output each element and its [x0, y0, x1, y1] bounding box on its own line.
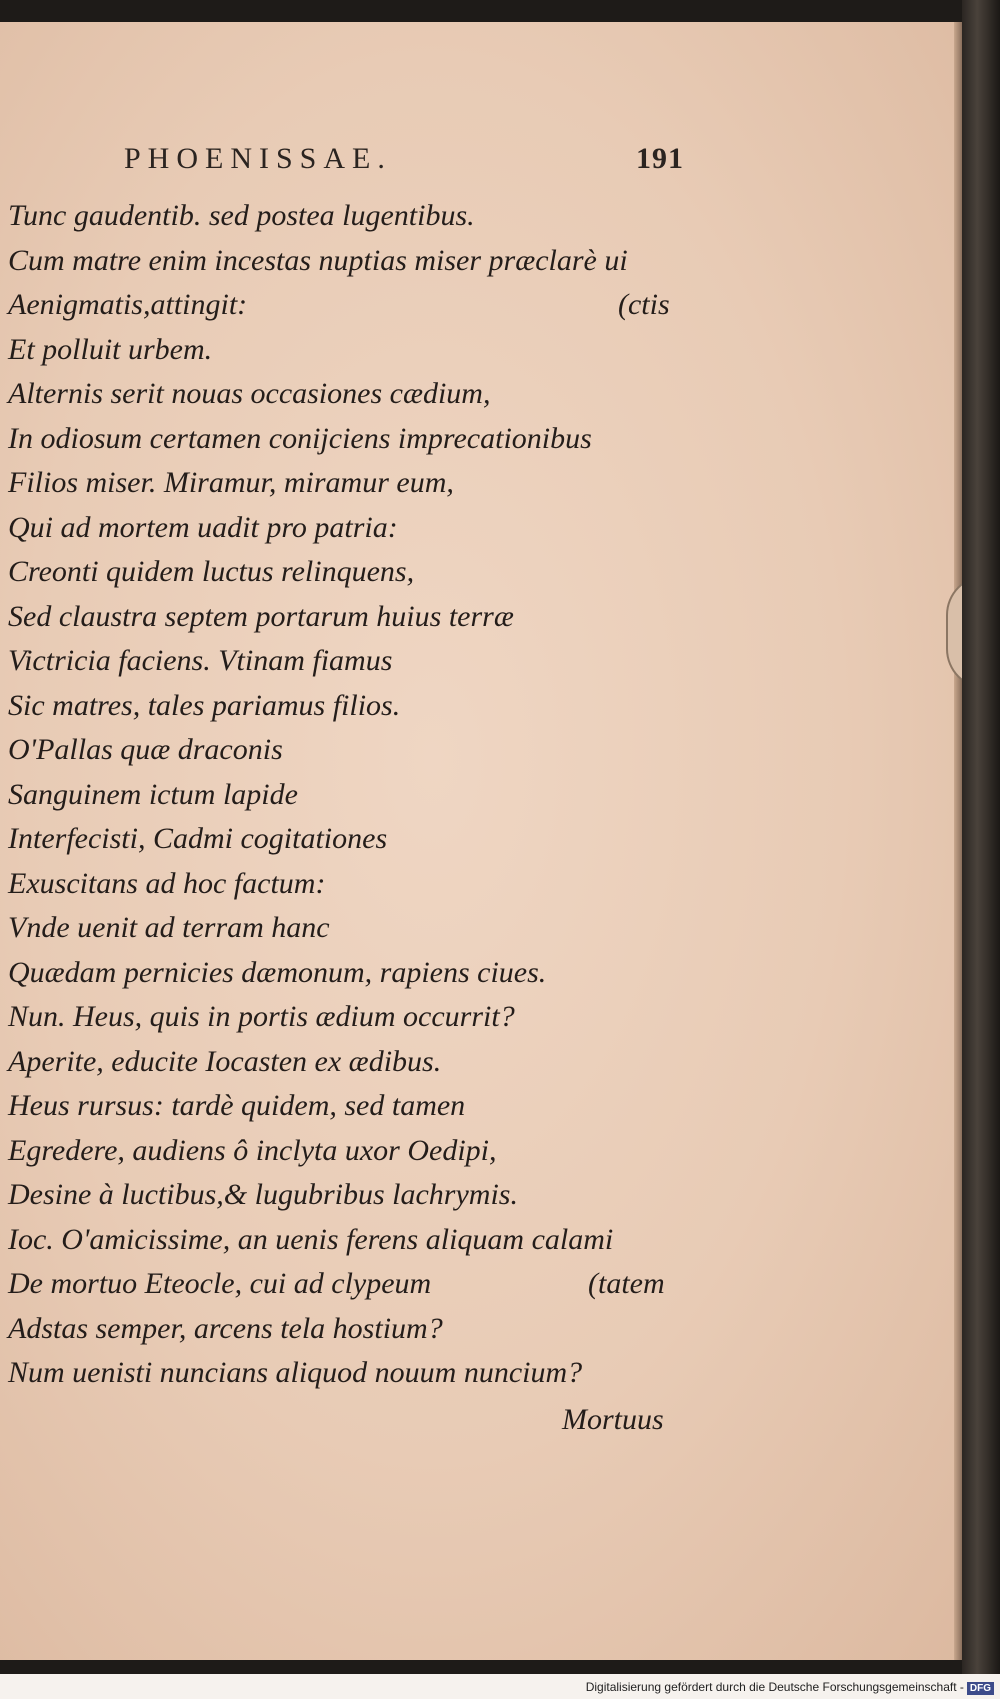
text-line: Interfecisti, Cadmi cogitationes	[8, 822, 388, 855]
text-line: O'Pallas quæ draconis	[8, 733, 283, 766]
text-line: Adstas semper, arcens tela hostium?	[8, 1311, 443, 1345]
text-line: Qui ad mortem uadit pro patria:	[8, 510, 398, 544]
text-line: Quædam pernicies dæmonum, rapiens ciues.	[8, 955, 547, 989]
text-line: Ioc. O'amicissime, an uenis ferens aliquam calami	[8, 1222, 614, 1256]
text-line: Creonti quidem luctus relinquens,	[8, 555, 415, 588]
turnover: (tatem	[588, 1267, 665, 1300]
text-line: Aperite, educite Iocasten ex ædibus.	[8, 1044, 442, 1078]
text-line: Desine à luctibus,& lugubribus lachrymis.	[8, 1178, 518, 1211]
book-page	[0, 22, 962, 1660]
text-line: Alternis serit nouas occasiones cædium,	[8, 377, 491, 410]
text-line: Tunc gaudentib. sed postea lugentibus.	[8, 199, 475, 232]
footer-text: Digitalisierung gefördert durch die Deutsche Forschungsgemeinschaft -	[585, 1680, 964, 1694]
text-line: Sic matres, tales pariamus filios.	[8, 688, 401, 722]
catchword: Mortuus	[562, 1403, 664, 1436]
text-line: Sed claustra septem portarum huius terræ	[8, 599, 514, 633]
text-line: Et polluit urbem.	[8, 332, 213, 366]
page-edge	[954, 22, 962, 1660]
text-line: Nun. Heus, quis in portis ædium occurrit?	[8, 1000, 515, 1033]
text-line: Num uenisti nuncians aliquod nouum nuncium?	[8, 1356, 583, 1389]
text-line: Heus rursus: tardè quidem, sed tamen	[8, 1089, 466, 1122]
turnover: (ctis	[618, 288, 670, 321]
book-cover-edge	[962, 0, 1000, 1699]
text-line: Exuscitans ad hoc factum:	[8, 866, 326, 900]
text-block	[8, 194, 708, 1396]
text-line: Egredere, audiens ô inclyta uxor Oedipi,	[8, 1133, 497, 1167]
text-line: In odiosum certamen conijciens imprecationibus	[8, 421, 592, 455]
dfg-logo: DFG	[967, 1682, 994, 1695]
running-head: PHOENISSAE.	[124, 142, 392, 175]
text-line: Sanguinem ictum lapide	[8, 777, 298, 811]
text-line: Cum matre enim incestas nuptias miser præclarè ui	[8, 243, 628, 277]
page-header	[124, 142, 684, 182]
footer-credit	[0, 1674, 1000, 1699]
text-line: Vnde uenit ad terram hanc	[8, 911, 330, 944]
text-line: Aenigmatis,attingit: (ctis	[8, 283, 708, 328]
text-line: Victricia faciens. Vtinam fiamus	[8, 644, 393, 677]
text-line: Filios miser. Miramur, miramur eum,	[8, 466, 454, 499]
page-number: 191	[636, 142, 684, 175]
text-line: De mortuo Eteocle, cui ad clypeum (tatem	[8, 1262, 708, 1307]
